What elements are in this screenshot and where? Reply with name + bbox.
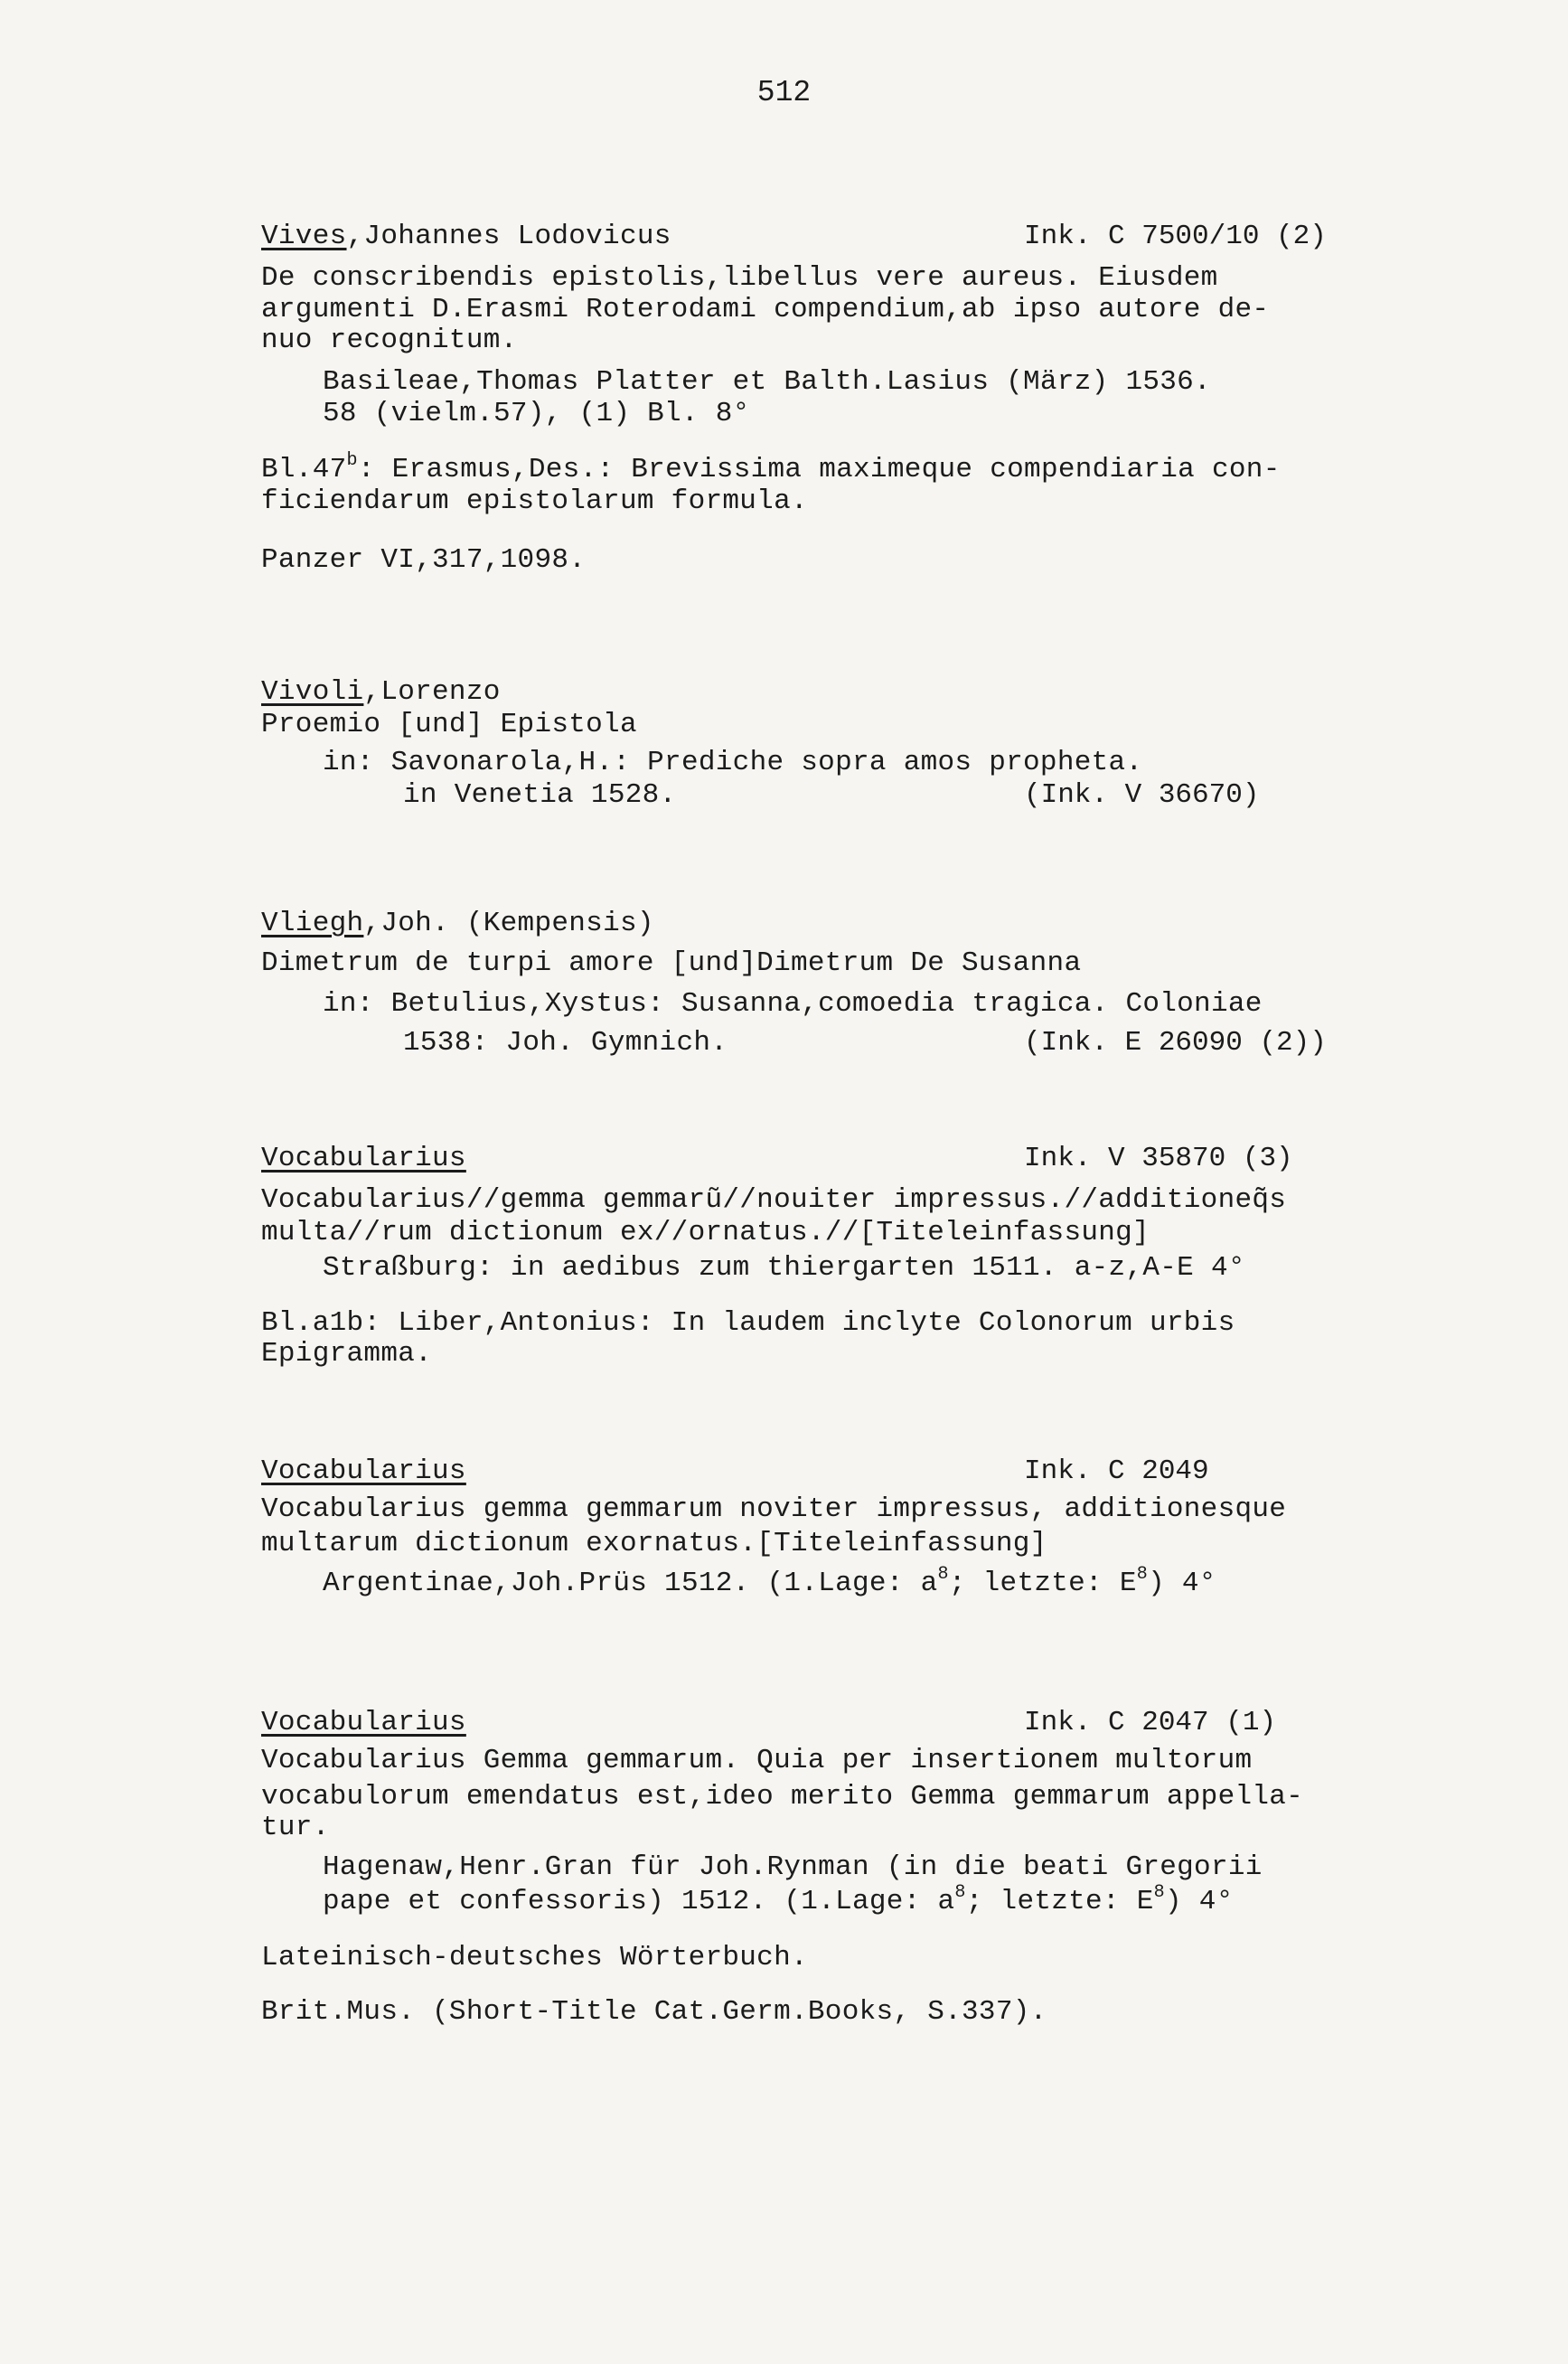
heading-title: Vocabularius [261, 1143, 466, 1174]
imprint: 1538: Joh. Gymnich. [403, 1027, 728, 1059]
author-forename: ,Johannes Lodovicus [346, 221, 671, 252]
reference: Panzer VI,317,1098. [261, 544, 587, 576]
title-line: nuo recognitum. [261, 325, 518, 356]
shelfmark: Ink. C 2049 [1024, 1455, 1209, 1487]
imprint: Basileae,Thomas Platter et Balth.Lasius (März) 1536. [323, 366, 1211, 398]
title-line: Vocabularius Gemma gemmarum. Quia per insertionem multorum [261, 1745, 1253, 1776]
imprint-line: pape et confessoris) 1512. (1.Lage: $a^8$; letzte: $E^8$) 4° [323, 1881, 1234, 1917]
entry-heading [261, 1455, 1454, 1488]
shelfmark: Ink. V 35870 (3) [1024, 1143, 1293, 1174]
entry-heading [261, 676, 1454, 709]
contents-note-line: ficiendarum epistolarum formula. [261, 485, 808, 517]
shelfmark: (Ink. V 36670) [1024, 779, 1260, 811]
title-line: tur. [261, 1812, 330, 1843]
heading-title: Vocabularius [261, 1455, 466, 1487]
note: Lateinisch-deutsches Wörterbuch. [261, 1942, 808, 1973]
contents-note: Bl.47$^b$: Erasmus,Des.: Brevissima maximeque compendiaria con- [261, 449, 1281, 485]
page-number: 512 [756, 76, 812, 109]
author-surname: Vivoli [261, 676, 364, 708]
in-line: in: Betulius,Xystus: Susanna,comoedia tragica. Coloniae [323, 988, 1263, 1020]
shelfmark: (Ink. E 26090 (2)) [1024, 1027, 1327, 1059]
title-line: Vocabularius gemma gemmarum noviter impressus, additionesque [261, 1493, 1287, 1525]
reference: Brit.Mus. (Short-Title Cat.Germ.Books, S.337). [261, 1996, 1047, 2028]
author-forename: ,Lorenzo [363, 676, 501, 708]
title-line: Dimetrum de turpi amore [und]Dimetrum De Susanna [261, 947, 1082, 979]
title-line: Proemio [und] Epistola [261, 709, 637, 740]
shelfmark: Ink. C 2047 (1) [1024, 1707, 1277, 1738]
title-line: De conscribendis epistolis,libellus vere aureus. Eiusdem [261, 262, 1218, 294]
title-line: vocabulorum emendatus est,ideo merito Gemma gemmarum appella- [261, 1781, 1304, 1813]
author-surname: Vives [261, 221, 347, 252]
in-line: in: Savonarola,H.: Prediche sopra amos propheta. [323, 747, 1143, 778]
imprint: Straßburg: in aedibus zum thiergarten 1511. a-z,A-E 4° [323, 1252, 1245, 1284]
heading-title: Vocabularius [261, 1707, 466, 1738]
collation: 58 (vielm.57), (1) Bl. 8° [323, 398, 750, 429]
shelfmark: Ink. C 7500/10 (2) [1024, 221, 1327, 252]
imprint: Argentinae,Joh.Prüs 1512. (1.Lage: $a^8$; letzte: $E^8$) 4° [323, 1563, 1216, 1599]
imprint: in Venetia 1528. [403, 779, 677, 811]
title-line: multarum dictionum exornatus.[Titeleinfassung] [261, 1528, 1047, 1559]
title-line: Vocabularius//gemma gemmarũ//nouiter impressus.//additioneq̃s [261, 1184, 1287, 1216]
author-forename: ,Joh. (Kempensis) [363, 908, 654, 939]
title-line: argumenti D.Erasmi Roterodami compendium,ab ipso autore de- [261, 294, 1270, 325]
imprint: Hagenaw,Henr.Gran für Joh.Rynman (in die beati Gregorii [323, 1851, 1263, 1883]
contents-note: Bl.a1b: Liber,Antonius: In laudem inclyte Colonorum urbis [261, 1307, 1235, 1339]
author-surname: Vliegh [261, 908, 364, 939]
entry-heading [261, 908, 1454, 940]
contents-note-line: Epigramma. [261, 1338, 433, 1370]
title-line: multa//rum dictionum ex//ornatus.//[Titeleinfassung] [261, 1217, 1150, 1248]
